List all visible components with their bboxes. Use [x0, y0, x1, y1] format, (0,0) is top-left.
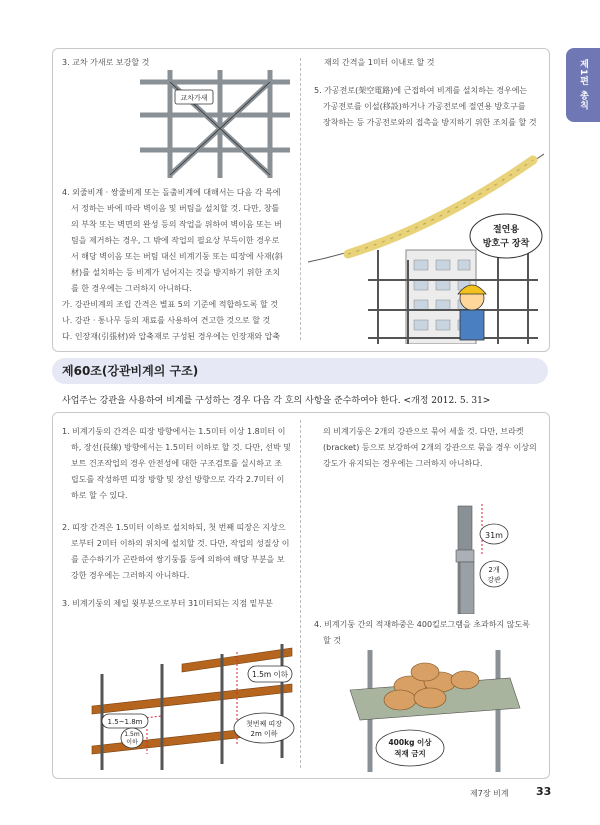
footer-chapter: 제7장 비계 — [470, 789, 509, 798]
item-1-line: 보트 건조작업의 경우 안전성에 대한 구조검토를 실시하고 조 — [71, 459, 282, 468]
item-5-line: 가공전로를 이설(移設)하거나 가공전로에 절연용 방호구를 — [323, 102, 526, 111]
item-1-line: 하로 할 수 있다. — [71, 491, 128, 500]
chapter-side-tab-label: 제1편 총칙 — [578, 59, 588, 111]
ledger-spacing-label: 1.5m 이하 — [251, 670, 289, 679]
item-3-cont-line: (bracket) 등으로 보강하여 2개의 강관으로 묶을 경우 이상의 — [323, 443, 537, 452]
insulation-bubble-line-2: 방호구 장착 — [482, 239, 530, 249]
power-line-figure — [308, 140, 544, 344]
item-3-continuation — [314, 424, 546, 472]
double-pipe-figure — [430, 492, 530, 614]
load-limit-figure — [330, 650, 530, 772]
item-3-block: 3. 비계기둥의 제일 윗부분으로부터 31미터되는 지점 밑부분 — [62, 599, 273, 608]
load-bubble-line-1: 400kg 이상 — [388, 738, 432, 747]
column-divider — [300, 58, 301, 340]
item-2-line: 강한 경우에는 그러하지 아니하다. — [71, 571, 190, 580]
item-2-block — [62, 520, 296, 584]
item-4-block — [62, 185, 296, 345]
item-5-line: 장착하는 등 가공전로와의 접촉을 방지하기 위한 조치를 할 것 — [323, 118, 537, 127]
item-4-line: 의 부착 또는 벽면의 완성 등의 작업을 위하여 벽이음 또는 버 — [71, 220, 282, 229]
item-4-ga: 가. 강관비계의 조립 간격은 별표 5의 기준에 적합하도록 할 것 — [62, 300, 278, 309]
item-2-line: 를 준수하기가 곤란하여 쌍기둥틀 등에 의하여 해당 부분을 보 — [71, 555, 285, 564]
cross-bracing-label: 교차가새 — [180, 94, 208, 102]
item-3-cross-bracing: 3. 교차 가새로 보강할 것 — [62, 58, 150, 67]
post-spacing-label: 1.5~1.8m — [107, 718, 143, 726]
item-4-line: 서 정하는 바에 따라 벽이음 및 버팀을 설치할 것. 다만, 창틀 — [71, 204, 280, 213]
transom-spacing-label-1: 1.5m — [124, 731, 140, 738]
item-4-continuation: 재의 간격을 1미터 이내로 할 것 — [324, 58, 435, 67]
item-1-line: 립도를 작성하면 띠장 방향 및 장선 방향으로 각각 2.7미터 이 — [71, 475, 285, 484]
two-pipes-label-2: 강관 — [487, 576, 501, 584]
item-1-block — [62, 424, 296, 504]
insulation-bubble-line-1: 절연용 — [492, 225, 520, 235]
height-31m-label: 31m — [485, 531, 503, 540]
load-bubble-line-2: 적재 금지 — [394, 749, 426, 758]
page-number: 33 — [536, 785, 552, 798]
item-4-line: 서 해당 벽이음 또는 버팀 대신 비계기둥 또는 띠장에 사재(斜 — [71, 252, 283, 261]
item-5-line: 5. 가공전로(架空電路)에 근접하여 비계를 설치하는 경우에는 — [314, 86, 528, 95]
chapter-side-tab — [566, 48, 600, 122]
ledger-spacing-figure — [62, 634, 296, 772]
item-1-line: 1. 비계기둥의 간격은 띠장 방향에서는 1.5미터 이상 1.8미터 이 — [62, 427, 286, 436]
item-4-load-line: 4. 비계기둥 간의 적재하중은 400킬로그램을 초과하지 않도록 — [314, 620, 530, 629]
two-pipes-label-1: 2개 — [488, 566, 500, 574]
first-ledger-label-1: 첫번째 띠장 — [245, 720, 283, 728]
item-4-da: 다. 인장재(引張材)와 압축재로 구성된 경우에는 인장재와 압축 — [62, 332, 281, 341]
section-title: 제60조(강관비계의 구조) — [62, 364, 199, 378]
item-4-load-line: 할 것 — [323, 636, 341, 645]
item-3-cont-line: 강도가 유지되는 경우에는 그러하지 아니하다. — [323, 459, 483, 468]
item-4-line: 팀을 제거하는 경우, 그 밖에 작업의 필요상 부득이한 경우로 — [71, 236, 280, 245]
item-1-line: 하, 장선(長線) 방향에서는 1.5미터 이하로 할 것. 다만, 선박 및 — [71, 443, 292, 452]
cross-bracing-figure — [140, 70, 290, 178]
item-2-line: 2. 띠장 간격은 1.5미터 이하로 설치하되, 첫 번째 띠장은 지상으 — [62, 523, 286, 532]
item-4-na: 나. 강관 · 통나무 등의 재료를 사용하여 견고한 것으로 할 것 — [62, 316, 271, 325]
item-4-line: 4. 외줄비계 · 쌍줄비계 또는 돌출비계에 대해서는 다음 각 목에 — [62, 188, 281, 197]
first-ledger-label-2: 2m 이하 — [250, 730, 278, 738]
section-lead: 사업주는 강관을 사용하여 비계를 구성하는 경우 다음 각 호의 사항을 준수하여야 한다. <개정 2012. 5. 31> — [62, 396, 491, 406]
transom-spacing-label-2: 이하 — [126, 739, 138, 746]
column-divider-bottom — [300, 420, 301, 768]
item-2-line: 로부터 2미터 이하의 위치에 설치할 것. 다만, 작업의 성질상 이 — [71, 539, 290, 548]
item-4-load-block — [314, 617, 546, 649]
item-5-block — [314, 83, 546, 131]
item-3-cont-line: 의 비계기둥은 2개의 강관으로 묶어 세울 것. 다만, 브라켓 — [323, 427, 524, 436]
section-heading — [52, 358, 548, 384]
item-4-line: 材)를 설치하는 등 비계가 넘어지는 것을 방지하기 위한 조치 — [71, 268, 281, 277]
item-4-line: 를 한 경우에는 그러하지 아니하다. — [71, 284, 192, 293]
